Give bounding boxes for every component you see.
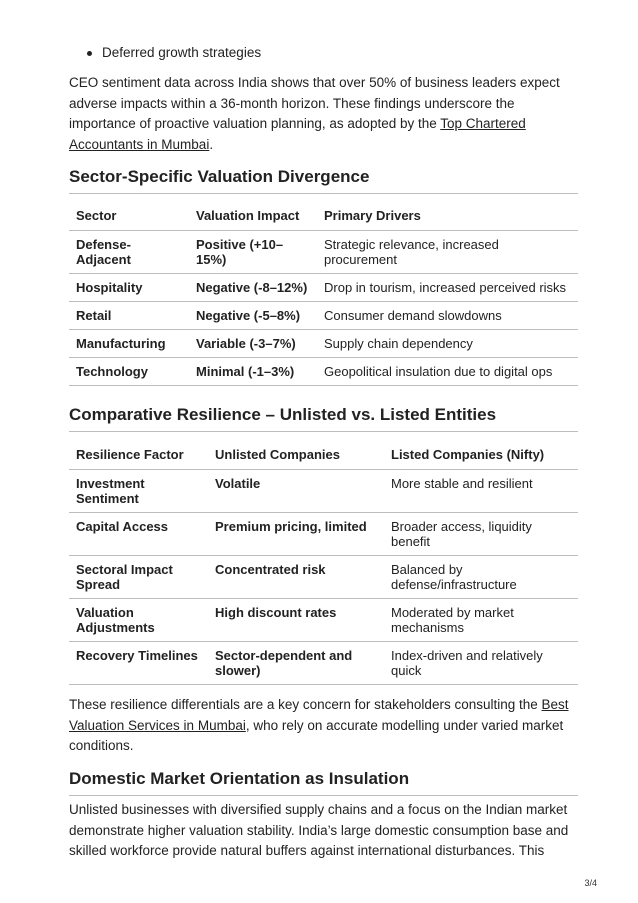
table-header-row [69,201,578,231]
section-heading-domestic-market: Domestic Market Orientation as Insulation [69,768,578,796]
table-row [69,642,578,685]
column-header: Valuation Impact [189,201,317,231]
domestic-market-paragraph: Unlisted businesses with diversified supply chains and a focus on the Indian market demonstrate higher valuation stability. India’s large domestic consumption base and skilled workforce provide natural buffers against international disturbances. This [69,802,569,858]
table-row [69,470,578,513]
table-cell: Recovery Timelines [69,642,208,685]
column-header: Unlisted Companies [208,440,384,470]
table-cell: Volatile [208,470,384,513]
table-cell: Sectoral Impact Spread [69,556,208,599]
table-cell: Balanced by defense/infrastructure [384,556,578,599]
table-cell: Consumer demand slowdowns [317,302,578,330]
table-row [69,358,578,386]
table-cell: Premium pricing, limited [208,513,384,556]
section-heading-sector-divergence: Sector-Specific Valuation Divergence [69,166,578,194]
table-cell: More stable and resilient [384,470,578,513]
table-row [69,231,578,274]
bullet-list [87,44,261,62]
resilience-paragraph [69,695,578,757]
table-cell: Positive (+10–15%) [189,231,317,274]
table-cell: Concentrated risk [208,556,384,599]
table-cell: Negative (-5–8%) [189,302,317,330]
table-cell: Valuation Adjustments [69,599,208,642]
paragraph-text-end: . [209,136,214,152]
column-header: Listed Companies (Nifty) [384,440,578,470]
paragraph-text: CEO sentiment data across India shows that over 50% of business leaders expect adverse impacts within a 36-month horizon. These findings underscore the importance of proactive valuation planning, as adopted by the [69,75,560,131]
sector-valuation-table [69,201,578,386]
table-row [69,599,578,642]
table-cell: Capital Access [69,513,208,556]
table-cell: Broader access, liquidity benefit [384,513,578,556]
column-header: Sector [69,201,189,231]
table-cell: Minimal (-1–3%) [189,358,317,386]
table-row [69,513,578,556]
table-cell: Sector-dependent and slower) [208,642,384,685]
table-cell: Retail [69,302,189,330]
table-cell: Variable (-3–7%) [189,330,317,358]
table-cell: Defense-Adjacent [69,231,189,274]
table-cell: Manufacturing [69,330,189,358]
table-cell: Technology [69,358,189,386]
table-cell: Strategic relevance, increased procurement [317,231,578,274]
top-chartered-accountants-link[interactable]: Top Chartered Accountants in Mumbai [69,116,526,152]
resilience-comparison-table [69,440,578,685]
table-cell: Drop in tourism, increased perceived risks [317,274,578,302]
column-header: Primary Drivers [317,201,578,231]
paragraph-text-end: , who rely on accurate modelling under varied market conditions. [69,717,564,753]
table-row [69,556,578,599]
page-number: 3/4 [584,878,597,888]
table-cell: Index-driven and relatively quick [384,642,578,685]
table-cell: High discount rates [208,599,384,642]
best-valuation-services-link[interactable]: Best Valuation Services in Mumbai [69,697,569,733]
table-row [69,302,578,330]
table-row [69,330,578,358]
table-cell: Hospitality [69,274,189,302]
table-cell: Negative (-8–12%) [189,274,317,302]
table-row [69,274,578,302]
column-header: Resilience Factor [69,440,208,470]
table-cell: Geopolitical insulation due to digital ops [317,358,578,386]
table-cell: Moderated by market mechanisms [384,599,578,642]
intro-paragraph [69,73,578,155]
table-cell: Investment Sentiment [69,470,208,513]
section-heading-comparative-resilience: Comparative Resilience – Unlisted vs. Listed Entities [69,404,578,432]
list-item: Deferred growth strategies [87,44,261,62]
table-header-row [69,440,578,470]
table-cell: Supply chain dependency [317,330,578,358]
paragraph-text: These resilience differentials are a key concern for stakeholders consulting the [69,697,542,712]
